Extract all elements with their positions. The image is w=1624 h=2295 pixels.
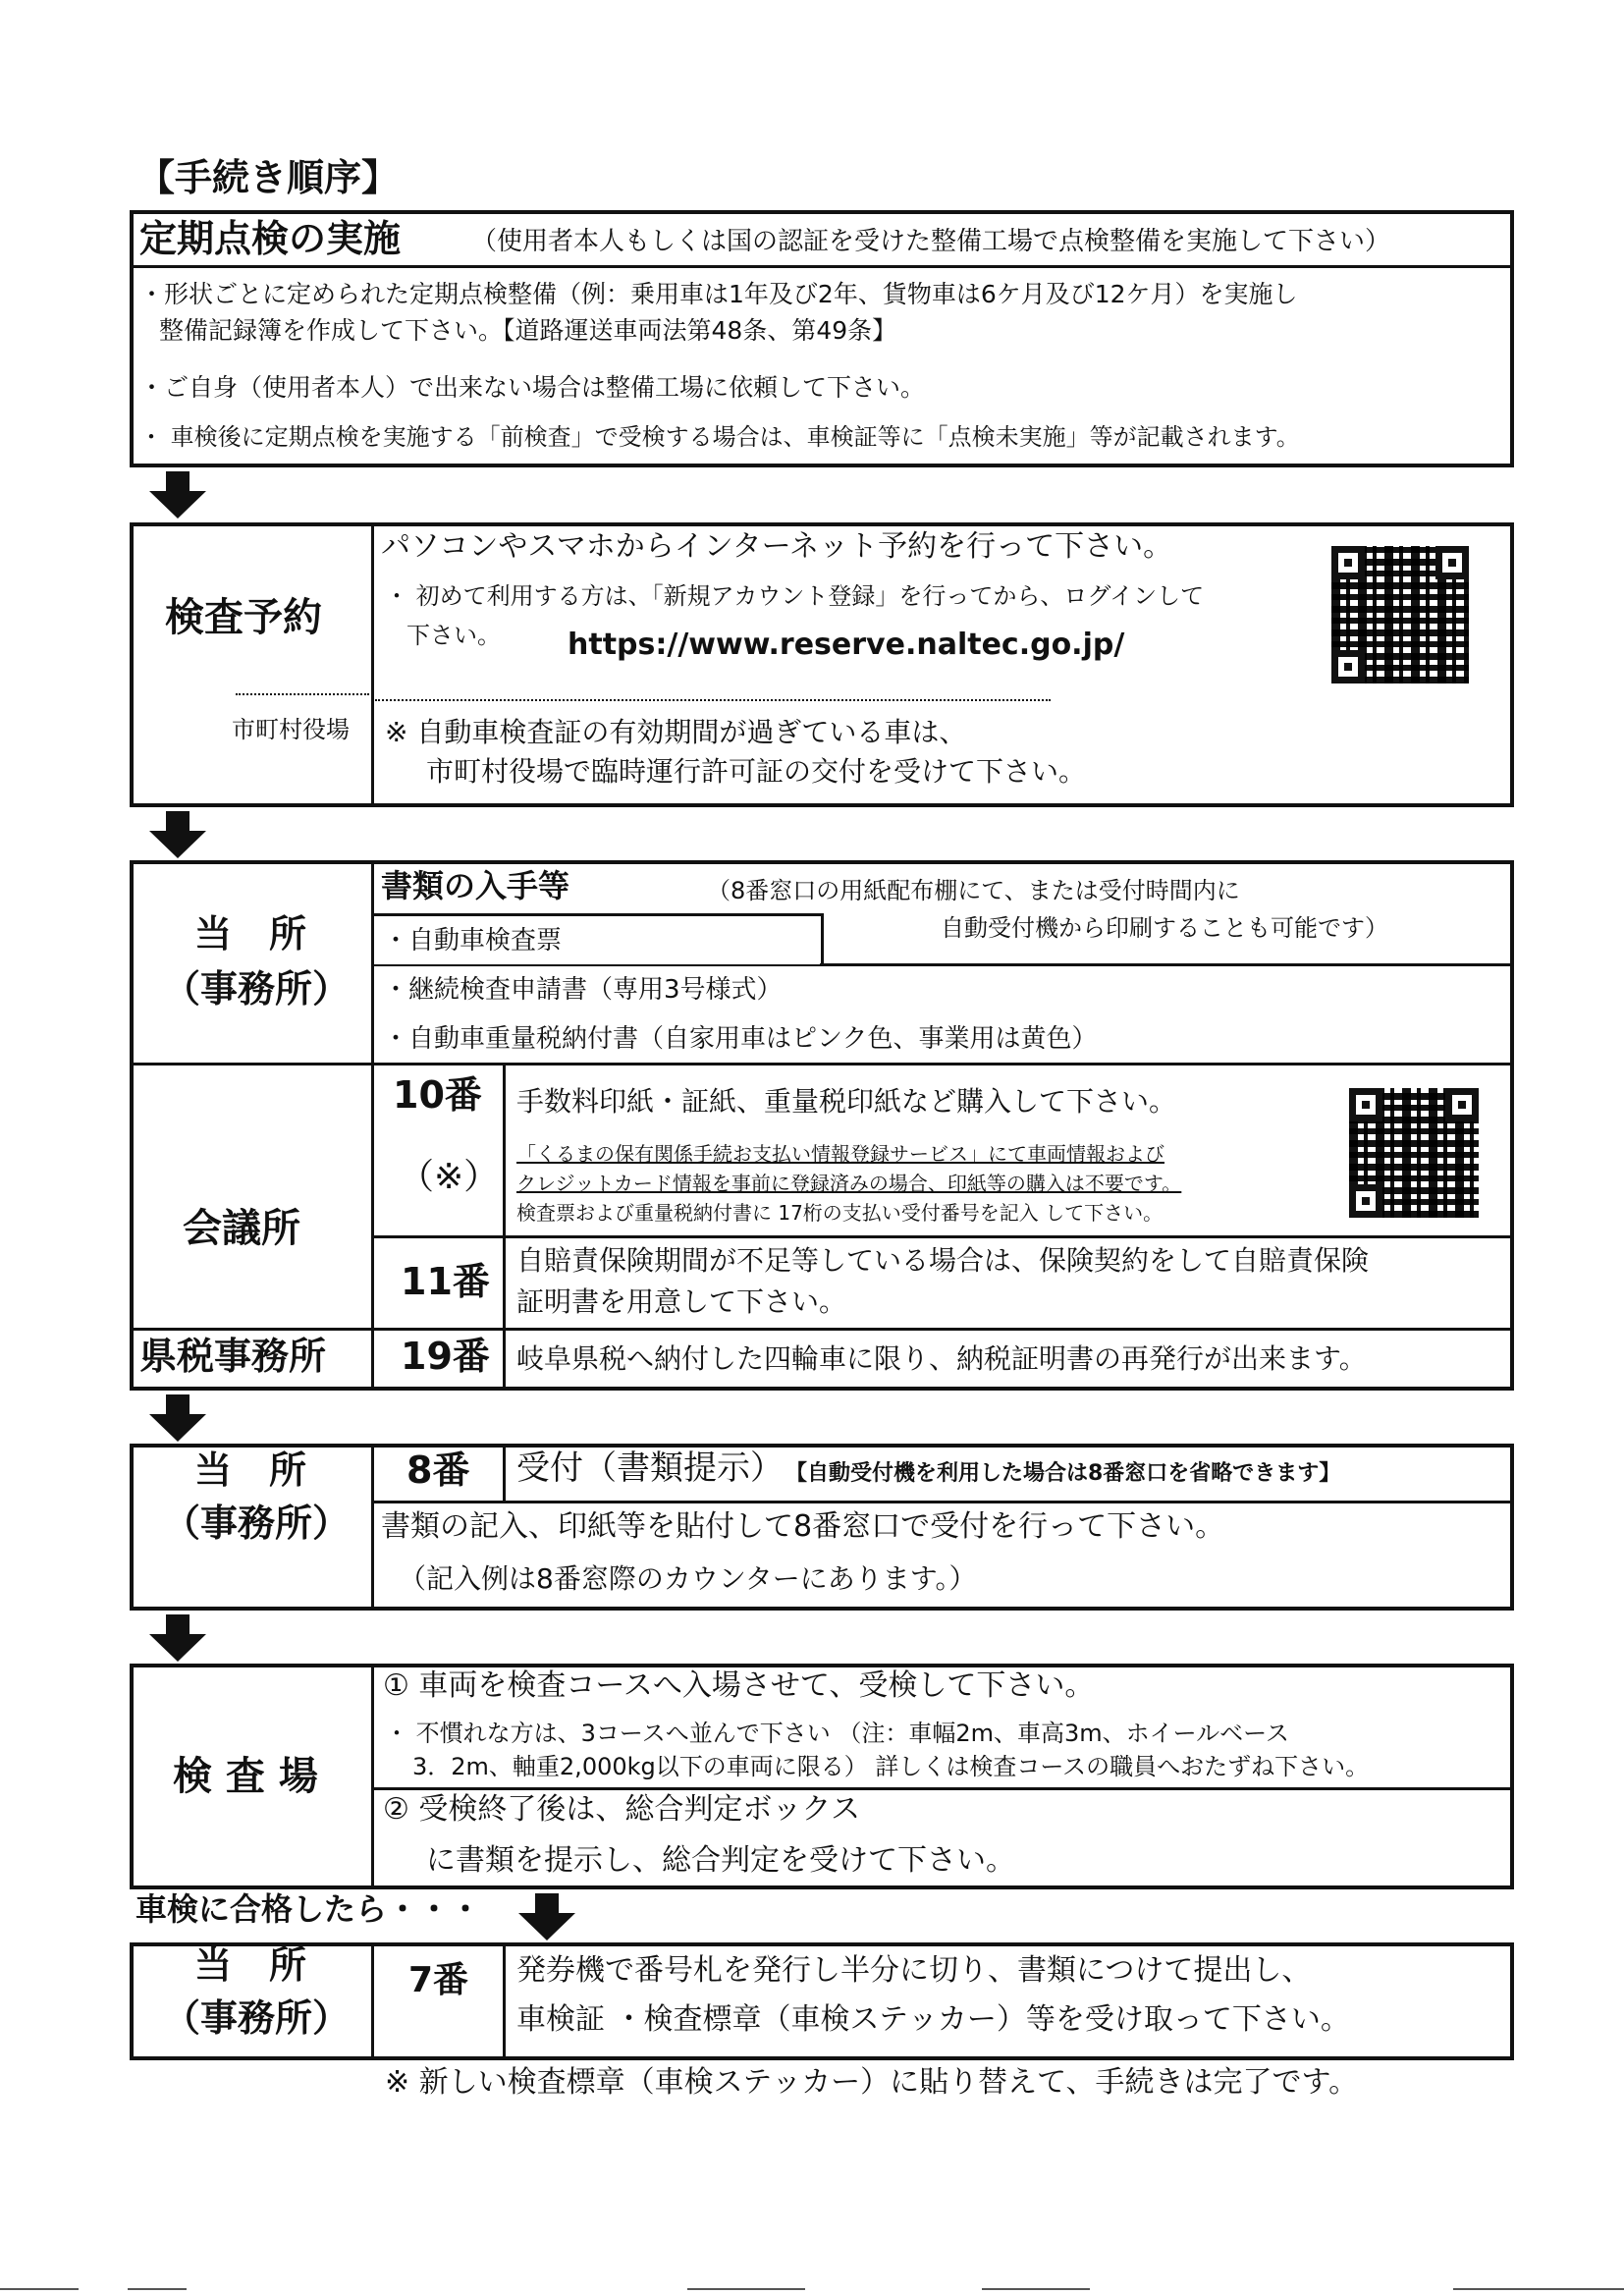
text-line: 証明書を用意して下さい。: [516, 1285, 847, 1318]
divider: [371, 1787, 1514, 1790]
section-label: 県税事務所: [139, 1335, 327, 1378]
down-arrow-icon: [149, 811, 206, 858]
section-label: （事務所）: [163, 1502, 351, 1545]
scan-edge-mark: [687, 2288, 805, 2290]
text-line: ① 車両を検査コースへ入場させて、受検して下さい。: [383, 1668, 1095, 1703]
reception-note: 【自動受付機を利用した場合は8番窓口を省略できます】: [785, 1461, 1341, 1486]
documents-note: 自動受付機から印刷することも可能です）: [941, 914, 1388, 942]
divider: [503, 1942, 506, 2060]
window-number: 11番: [401, 1260, 490, 1303]
section-label: 当 所: [194, 1448, 307, 1492]
divider: [371, 1235, 1514, 1238]
reception-title: 受付（書類提示）: [516, 1448, 784, 1488]
text-line: （記入例は8番窓際のカウンターにあります。）: [399, 1562, 977, 1595]
footer-note: ※ 新しい検査標章（車検ステッカー）に貼り替えて、手続きは完了です。: [385, 2065, 1359, 2100]
section-label: 当 所: [194, 912, 307, 956]
scan-edge-mark: [128, 2288, 187, 2290]
divider: [130, 265, 1514, 268]
divider: [503, 1063, 506, 1391]
divider: [375, 699, 1051, 701]
divider: [503, 1444, 506, 1501]
text-line: 下さい。: [406, 622, 501, 649]
document-item: ・自動車重量税納付書（自家用車はピンク色、事業用は黄色）: [383, 1024, 1098, 1054]
window-number: 10番: [393, 1073, 482, 1117]
divider: [821, 913, 824, 966]
text-line: パソコンやスマホからインターネット予約を行って下さい。: [381, 529, 1173, 564]
section-title: 定期点検の実施: [139, 217, 402, 260]
text-line: 市町村役場で臨時運行許可証の交付を受けて下さい。: [426, 755, 1087, 788]
text-line: ② 受検終了後は、総合判定ボックス: [383, 1792, 861, 1827]
down-arrow-icon: [149, 1394, 206, 1442]
text-line: 自賠責保険期間が不足等している場合は、保険契約をして自賠責保険: [516, 1244, 1370, 1277]
window-number: 19番: [401, 1335, 490, 1378]
scan-edge-mark: [0, 2288, 79, 2290]
qr-code-icon: [1331, 546, 1469, 683]
section-label: （事務所）: [163, 1996, 351, 2040]
scan-edge-mark: [982, 2288, 1090, 2290]
window-number: 8番: [406, 1448, 470, 1492]
text-line: ・ 初めて利用する方は、「新規アカウント登録」を行ってから、ログインして: [385, 582, 1205, 610]
window-number: 7番: [408, 1960, 469, 2000]
documents-title: 書類の入手等: [381, 867, 570, 904]
text-line: 3．2m、軸重2,000kg以下の車両に限る） 詳しくは検査コースの職員へおたずね下さい。: [412, 1753, 1370, 1780]
divider: [130, 1063, 1514, 1066]
text-line: 発券機で番号札を発行し半分に切り、書類につけて提出し、: [516, 1953, 1312, 1988]
text-line: 書類の記入、印紙等を貼付して8番窓口で受付を行って下さい。: [381, 1509, 1225, 1544]
down-arrow-icon: [149, 1614, 206, 1662]
divider: [371, 1664, 374, 1889]
divider: [371, 1501, 1514, 1503]
text-line: 車検証 ・検査標章（車検ステッカー）等を受け取って下さい。: [516, 2002, 1350, 2037]
divider: [371, 1444, 374, 1611]
section-label: 検査予約: [165, 595, 322, 640]
page-heading: 【手続き順序】: [137, 156, 400, 199]
sub-label: 市町村役場: [232, 716, 350, 743]
section-note: （使用者本人もしくは国の認証を受けた整備工場で点検整備を実施して下さい）: [471, 227, 1391, 256]
text-line: ・形状ごとに定められた定期点検整備（例：乗用車は1年及び2年、貨物車は6ケ月及び12ケ月）を実施し: [139, 280, 1298, 308]
qr-code-icon: [1349, 1088, 1479, 1218]
document-item: ・自動車検査票: [383, 926, 563, 956]
down-arrow-icon: [518, 1893, 575, 1940]
divider: [236, 693, 369, 695]
text-line-small: 「くるまの保有関係手続お支払い情報登録サービス」にて車両情報および: [516, 1142, 1164, 1166]
text-line: ・ご自身（使用者本人）で出来ない場合は整備工場に依頼して下さい。: [139, 373, 926, 402]
text-line: 岐阜県税へ納付した四輪車に限り、納税証明書の再発行が出来ます。: [516, 1342, 1367, 1375]
scan-edge-mark: [1453, 2288, 1624, 2290]
divider: [371, 1942, 374, 2060]
text-line: ・ 不慣れな方は、3コースへ並んで下さい （注：車幅2m、車高3m、ホイールベース: [385, 1720, 1289, 1747]
divider: [371, 522, 374, 807]
section-label: 当 所: [194, 1943, 307, 1987]
text-line-small: 検査票および重量税納付書に 17桁の支払い受付番号を記入 して下さい。: [516, 1201, 1164, 1225]
text-line: に書類を提示し、総合判定を受けて下さい。: [426, 1843, 1015, 1878]
documents-note: （8番窓口の用紙配布棚にて、または受付時間内に: [707, 877, 1240, 904]
text-line: 整備記録簿を作成して下さい。【道路運送車両法第48条、第49条】: [159, 316, 897, 345]
pass-label: 車検に合格したら・・・: [135, 1890, 482, 1928]
window-number-mark: （※）: [399, 1157, 500, 1197]
text-line-small: クレジットカード情報を事前に登録済みの場合、印紙等の購入は不要です。: [516, 1172, 1182, 1195]
reservation-url-link[interactable]: https://www.reserve.naltec.go.jp/: [568, 628, 1125, 662]
section-label: 会議所: [183, 1206, 300, 1251]
text-line: 手数料印紙・証紙、重量税印紙など購入して下さい。: [516, 1085, 1177, 1118]
section-label: 検 査 場: [173, 1754, 318, 1799]
section-label: （事務所）: [163, 967, 351, 1011]
divider: [130, 1328, 1514, 1331]
down-arrow-icon: [149, 471, 206, 519]
document-item: ・継続検査申請書（専用3号様式）: [383, 975, 783, 1005]
text-line: ・ 車検後に定期点検を実施する「前検査」で受検する場合は、車検証等に「点検未実施」等が記載されます。: [139, 423, 1300, 451]
text-line: ※ 自動車検査証の有効期間が過ぎている車は、: [385, 716, 967, 748]
